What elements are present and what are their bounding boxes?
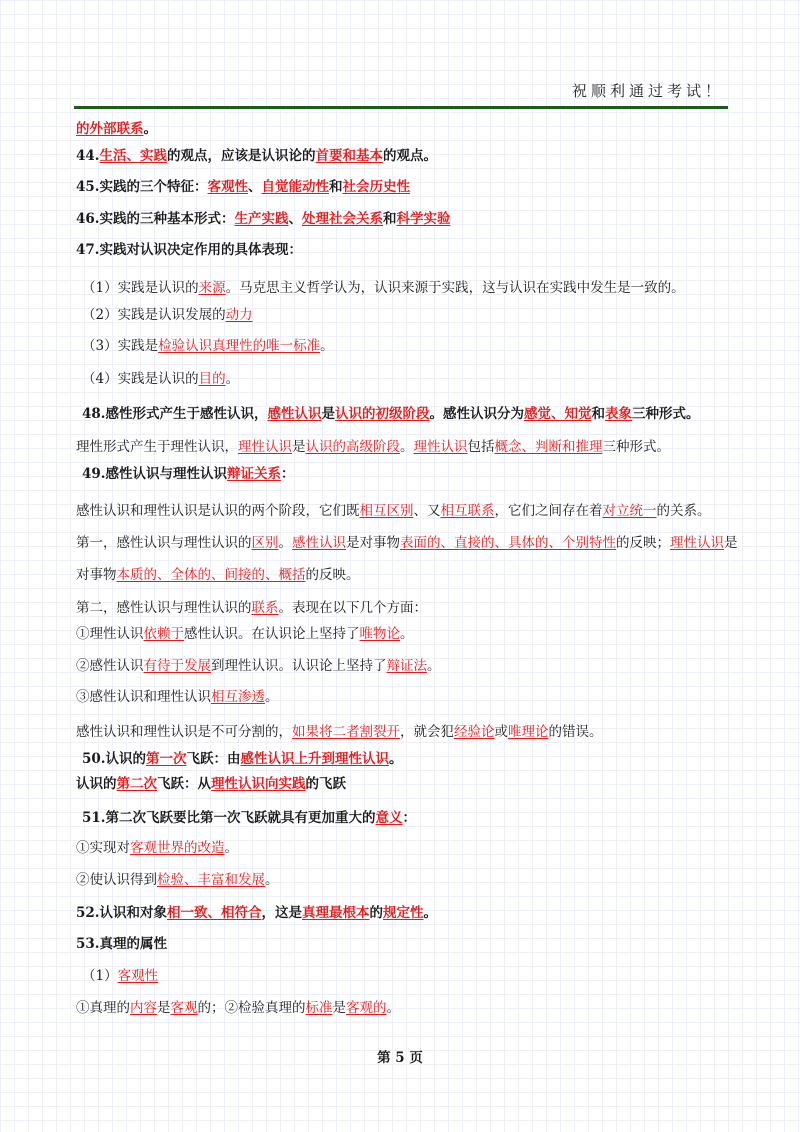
text-line bbox=[76, 117, 157, 137]
text-segment: （4）实践是认识的 bbox=[82, 371, 199, 387]
highlighted-term: 相互联系 bbox=[440, 503, 495, 519]
text-segment: 、又 bbox=[413, 503, 441, 519]
page-header: 祝顺利通过考试！ bbox=[571, 82, 724, 100]
text-segment: ： bbox=[402, 810, 416, 826]
highlighted-term: 社会历史性 bbox=[342, 179, 410, 195]
text-line bbox=[82, 747, 403, 767]
highlighted-term: 客观 bbox=[170, 1000, 198, 1016]
text-segment: 感性认识和理性认识是认识的两个阶段，它们既 bbox=[76, 503, 360, 519]
text-segment: （1）实践是认识的 bbox=[82, 280, 199, 296]
text-segment: 。 bbox=[427, 658, 441, 674]
text-line bbox=[76, 207, 451, 227]
highlighted-term: 感性认识 bbox=[292, 535, 346, 551]
text-line bbox=[82, 276, 685, 296]
text-segment: 感性认识和理性认识是不可分割的， bbox=[76, 724, 292, 740]
highlighted-term: 客观性 bbox=[117, 968, 159, 984]
text-line bbox=[76, 596, 427, 616]
text-line bbox=[76, 435, 670, 455]
text-line bbox=[76, 499, 711, 519]
highlighted-term: 的外部联系 bbox=[76, 121, 144, 137]
text-segment: 44. bbox=[76, 148, 100, 164]
highlighted-term: 理性认识 bbox=[238, 439, 292, 455]
text-segment: ①理性认识 bbox=[76, 626, 144, 642]
text-line bbox=[76, 175, 410, 195]
highlighted-term: 目的 bbox=[198, 371, 226, 387]
text-segment: 第一，感性认识与理性认识的 bbox=[76, 535, 252, 551]
text-segment: 对事物 bbox=[76, 567, 117, 583]
highlighted-term: 真理最根本 bbox=[302, 905, 370, 921]
text-segment: ②感性认识 bbox=[76, 658, 144, 674]
text-line bbox=[82, 334, 334, 354]
text-segment: ①实现对 bbox=[76, 840, 130, 856]
highlighted-term: 如果将二者割裂开 bbox=[292, 724, 400, 740]
highlighted-term: 生产实践 bbox=[234, 211, 289, 227]
text-line bbox=[76, 531, 738, 551]
text-segment: 。表现在以下几个方面： bbox=[278, 600, 427, 616]
highlighted-term: 动力 bbox=[225, 307, 253, 323]
highlighted-term: 有待于发展 bbox=[143, 658, 211, 674]
text-segment: 是 bbox=[332, 1000, 346, 1016]
highlighted-term: 认识的高级阶段 bbox=[305, 439, 400, 455]
highlighted-term: 检验认识真理性的唯一标准 bbox=[158, 338, 321, 354]
text-line bbox=[76, 932, 167, 952]
highlighted-term: 理性认识向实践 bbox=[211, 776, 306, 792]
text-segment: 48.感性形式产生于感性认识， bbox=[82, 406, 268, 422]
text-segment: 感性认识。在认识论上坚持了 bbox=[184, 626, 360, 642]
text-segment: ： bbox=[281, 466, 295, 482]
text-line bbox=[76, 563, 360, 583]
text-segment: 的反映； bbox=[616, 535, 670, 551]
text-segment: 的 bbox=[369, 905, 383, 921]
text-line bbox=[82, 964, 158, 984]
text-line bbox=[76, 996, 400, 1016]
text-segment: ②使认识得到 bbox=[76, 872, 157, 888]
text-segment: ③感性认识和理性认识 bbox=[76, 689, 211, 705]
highlighted-term: 唯物论 bbox=[359, 626, 400, 642]
text-segment: 46.实践的三种基本形式： bbox=[76, 211, 235, 227]
highlighted-term: 客观世界的改造 bbox=[130, 840, 225, 856]
text-segment: 。马克思主义哲学认为，认识来源于实践，这与认识在实践中发生是一致的。 bbox=[225, 280, 685, 296]
text-segment: 的；②检验真理的 bbox=[197, 1000, 306, 1016]
highlighted-term: 依赖于 bbox=[143, 626, 184, 642]
text-segment: 、 bbox=[248, 179, 262, 195]
text-segment: 51.第二次飞跃要比第一次飞跃就具有更加重大的 bbox=[82, 810, 376, 826]
text-line bbox=[76, 685, 279, 705]
text-segment: （3）实践是 bbox=[82, 338, 159, 354]
text-segment: 45.实践的三个特征： bbox=[76, 179, 208, 195]
highlighted-term: 相一致、相符合 bbox=[167, 905, 262, 921]
text-line bbox=[82, 367, 239, 387]
highlighted-term: 相互渗透 bbox=[211, 689, 265, 705]
highlighted-term: 表象 bbox=[605, 406, 632, 422]
text-line bbox=[76, 238, 302, 258]
text-segment: 、 bbox=[288, 211, 302, 227]
highlighted-term: 辩证关系 bbox=[227, 466, 281, 482]
text-segment: 三种形式。 bbox=[632, 406, 700, 422]
highlighted-term: 唯理论 bbox=[508, 724, 549, 740]
text-segment: 第二，感性认识与理性认识的 bbox=[76, 600, 252, 616]
text-line bbox=[76, 654, 441, 674]
text-segment: 。 bbox=[224, 840, 238, 856]
text-segment: 。 bbox=[265, 872, 279, 888]
text-line bbox=[82, 402, 700, 422]
text-segment: 。 bbox=[320, 338, 334, 354]
highlighted-term: 联系 bbox=[251, 600, 279, 616]
text-segment: （1） bbox=[82, 968, 118, 984]
text-segment: 的反映。 bbox=[305, 567, 360, 583]
highlighted-term: 生活、实践 bbox=[99, 148, 167, 164]
text-segment: 理性形式产生于理性认识， bbox=[76, 439, 238, 455]
text-line bbox=[76, 868, 279, 888]
text-segment: 是 bbox=[724, 535, 738, 551]
highlighted-term: 认识的初级阶段 bbox=[335, 406, 430, 422]
text-segment: 。 bbox=[386, 1000, 400, 1016]
text-segment: 。 bbox=[225, 371, 240, 387]
text-line bbox=[82, 462, 295, 482]
text-segment: 49.感性认识与理性认识 bbox=[82, 466, 227, 482]
text-line bbox=[82, 303, 253, 323]
text-segment: 和 bbox=[329, 179, 343, 195]
text-segment: ①真理的 bbox=[76, 1000, 130, 1016]
text-segment: 是对事物 bbox=[346, 535, 400, 551]
text-line bbox=[76, 622, 414, 642]
highlighted-term: 理性认识 bbox=[413, 439, 468, 455]
text-segment: 47.实践对认识决定作用的具体表现： bbox=[76, 242, 302, 258]
text-segment: 。 bbox=[389, 751, 403, 767]
text-line bbox=[82, 806, 416, 826]
highlighted-term: 来源 bbox=[198, 280, 226, 296]
highlighted-term: 相互区别 bbox=[359, 503, 414, 519]
text-segment: 。 bbox=[265, 689, 279, 705]
highlighted-term: 经验论 bbox=[454, 724, 495, 740]
highlighted-term: 处理社会关系 bbox=[302, 211, 383, 227]
highlighted-term: 对立统一 bbox=[602, 503, 657, 519]
text-line bbox=[76, 901, 437, 921]
text-segment: 的飞跃 bbox=[305, 776, 346, 792]
highlighted-term: 概念、判断和推理 bbox=[494, 439, 603, 455]
text-segment: 。 bbox=[278, 535, 292, 551]
text-line bbox=[76, 836, 238, 856]
highlighted-term: 意义 bbox=[375, 810, 403, 826]
text-segment: 和 bbox=[383, 211, 397, 227]
text-segment: 。感性认识分为 bbox=[429, 406, 524, 422]
page-number: 第 5 页 bbox=[377, 1050, 423, 1066]
text-segment: 到理性认识。认识论上坚持了 bbox=[211, 658, 387, 674]
text-segment: 50.认识的 bbox=[82, 751, 146, 767]
highlighted-term: 客观的 bbox=[346, 1000, 387, 1016]
text-segment: 。 bbox=[143, 121, 157, 137]
highlighted-term: 检验、丰富和发展 bbox=[157, 872, 265, 888]
text-segment: 是 bbox=[157, 1000, 171, 1016]
highlighted-term: 客观性 bbox=[207, 179, 248, 195]
text-segment: 。 bbox=[400, 439, 414, 455]
text-line bbox=[76, 772, 346, 792]
text-segment: 的关系。 bbox=[656, 503, 711, 519]
highlighted-term: 区别 bbox=[251, 535, 279, 551]
highlighted-term: 内容 bbox=[130, 1000, 157, 1016]
text-segment: 认识的 bbox=[76, 776, 117, 792]
highlighted-term: 首要和基本 bbox=[315, 148, 383, 164]
text-segment: 53.真理的属性 bbox=[76, 936, 167, 952]
highlighted-term: 规定性 bbox=[383, 905, 424, 921]
highlighted-term: 感性认识 bbox=[267, 406, 322, 422]
highlighted-term: 理性认识 bbox=[670, 535, 724, 551]
text-segment: 的观点，应该是认识论的 bbox=[167, 148, 316, 164]
highlighted-term: 第一次 bbox=[146, 751, 187, 767]
text-segment: 。 bbox=[400, 626, 414, 642]
highlighted-term: 第二次 bbox=[116, 776, 157, 792]
text-segment: （2）实践是认识发展的 bbox=[82, 307, 226, 323]
text-segment: 包括 bbox=[467, 439, 495, 455]
text-segment: ，它们之间存在着 bbox=[494, 503, 603, 519]
highlighted-term: 科学实验 bbox=[396, 211, 451, 227]
text-segment: 飞跃：由 bbox=[186, 751, 241, 767]
text-segment: 或 bbox=[494, 724, 508, 740]
text-segment: ，这是 bbox=[261, 905, 302, 921]
text-segment: 的错误。 bbox=[548, 724, 603, 740]
text-segment: ，就会犯 bbox=[400, 724, 454, 740]
text-segment: 和 bbox=[591, 406, 605, 422]
text-line bbox=[76, 720, 603, 740]
text-segment: 的观点。 bbox=[383, 148, 437, 164]
header-divider bbox=[74, 106, 728, 109]
text-segment: 52.认识和对象 bbox=[76, 905, 167, 921]
highlighted-term: 表面的、直接的、具体的、个别特性 bbox=[400, 535, 616, 551]
highlighted-term: 感性认识上升到理性认识 bbox=[240, 751, 389, 767]
text-line bbox=[76, 144, 437, 164]
text-segment: 是 bbox=[292, 439, 306, 455]
text-segment: 。 bbox=[423, 905, 437, 921]
highlighted-term: 感觉、知觉 bbox=[524, 406, 592, 422]
text-segment: 三种形式。 bbox=[602, 439, 670, 455]
highlighted-term: 标准 bbox=[305, 1000, 333, 1016]
text-segment: 飞跃：从 bbox=[157, 776, 211, 792]
highlighted-term: 本质的、全体的、间接的、概括 bbox=[116, 567, 306, 583]
text-segment: 是 bbox=[321, 406, 335, 422]
highlighted-term: 自觉能动性 bbox=[261, 179, 329, 195]
highlighted-term: 辩证法 bbox=[386, 658, 427, 674]
